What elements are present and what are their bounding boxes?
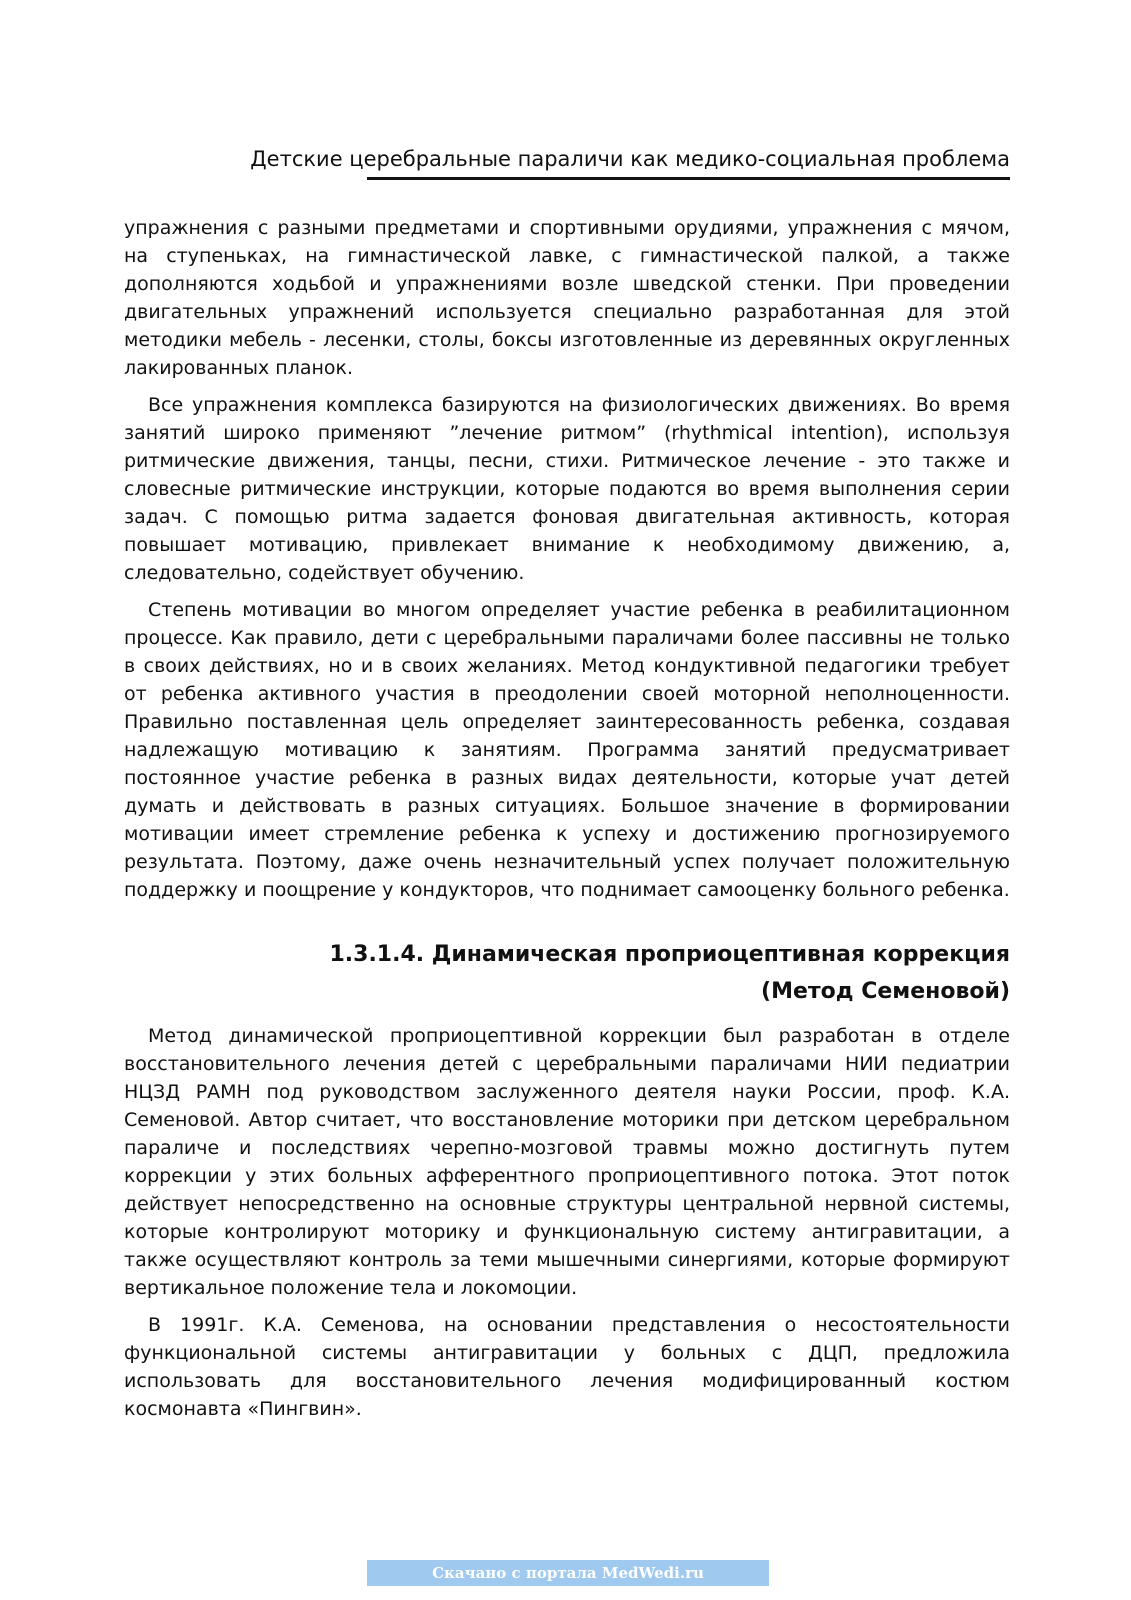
section-heading-line-2: (Метод Семеновой) xyxy=(761,979,1010,1004)
section-heading-line-1: 1.3.1.4. Динамическая проприоцептивная коррекция xyxy=(329,942,1010,967)
paragraph-4: Метод динамической проприоцептивной коррекции был разработан в отделе восстановительного лечения детей с церебральными параличами НИИ педиатрии НЦЗД РАМН под руководством заслуженного деятеля науки России, проф. К.А. Семеновой. Автор считает, что восстановление моторики при детском церебральном параличе и последствиях черепно-мозговой травмы можно достигнуть путем коррекции у этих больных афферентного проприоцептивного потока. Этот поток действует непосредственно на основные структуры центральной нервной системы, которые контролируют моторику и функциональную систему антигравитации, а также осуществляют контроль за теми мышечными синергиями, которые формируют вертикальное положение тела и локомоции. xyxy=(124,1025,1010,1299)
running-header: Детские церебральные параличи как медико-социальная проблема xyxy=(250,147,1010,171)
paragraph-2: Все упражнения комплекса базируются на физиологических движениях. Во время занятий широко применяют ”лечение ритмом” (rhythmical intention), используя ритмические движения, танцы, песни, стихи. Ритмическое лечение - это также и словесные ритмические инструкции, которые подаются во время выполнения серии задач. С помощью ритма задается фоновая двигательная активность, которая повышает мотивацию, привлекает внимание к необходимому движению, а, следовательно, содействует обучению. xyxy=(124,394,1010,584)
section-heading xyxy=(124,936,1010,1010)
paragraph-3: Степень мотивации во многом определяет участие ребенка в реабилитационном процессе. Как правило, дети с церебральными параличами более пассивны не только в своих действиях, но и в своих желаниях. Метод кондуктивной педагогики требует от ребенка активного участия в преодолении своей моторной неполноценности. Правильно поставленная цель определяет заинтересованность ребенка, создавая надлежащую мотивацию к занятиям. Программа занятий предусматривает постоянное участие ребенка в разных видах деятельности, которые учат детей думать и действовать в разных ситуациях. Большое значение в формировании мотивации имеет стремление ребенка к успеху и достижению прогнозируемого результата. Поэтому, даже очень незначительный успех получает положительную поддержку и поощрение у кондукторов, что поднимает самооценку больного ребенка. xyxy=(124,599,1010,901)
download-watermark: Скачано с портала MedWedi.ru xyxy=(367,1560,769,1586)
paragraph-5: В 1991г. К.А. Семенова, на основании представления о несостоятельности функциональной системы антигравитации у больных с ДЦП, предложила использовать для восстановительного лечения модифицированный костюм космонавта «Пингвин». xyxy=(124,1314,1010,1420)
page-body xyxy=(124,214,1010,1432)
header-rule xyxy=(367,177,1010,180)
paragraph-1: упражнения с разными предметами и спортивными орудиями, упражнения с мячом, на ступеньках, на гимнастической лавке, с гимнастической палкой, а также дополняются ходьбой и упражнениями возле шведской стенки. При проведении двигательных упражнений используется специально разработанная для этой методики мебель - лесенки, столы, боксы изготовленные из деревянных округленных лакированных планок. xyxy=(124,217,1010,379)
